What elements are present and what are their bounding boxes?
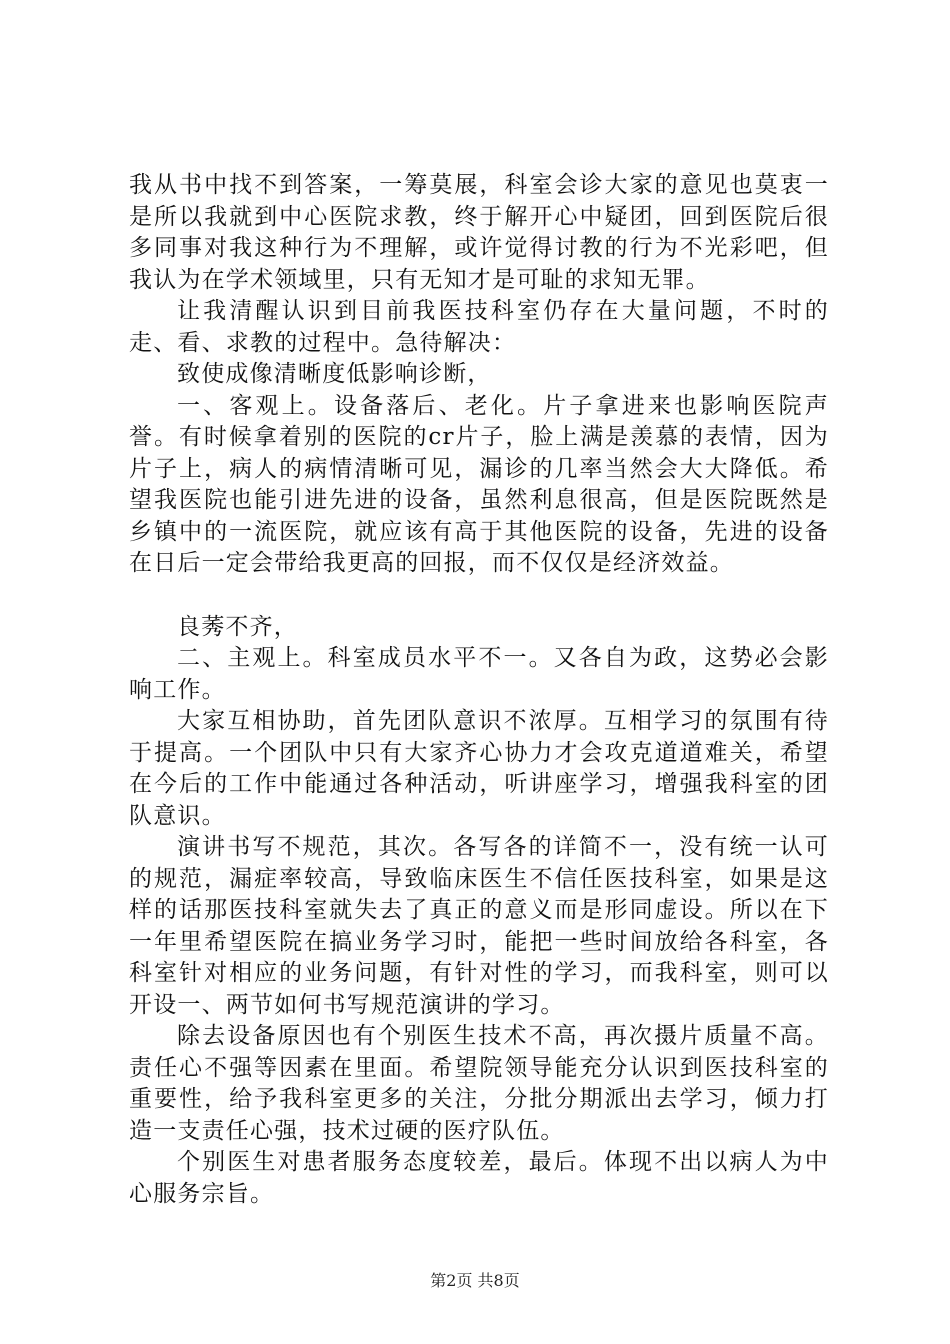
paragraph: 二、主观上。科室成员水平不一。又各自为政，这势必会影响工作。 (129, 645, 829, 703)
paragraph: 个别医生对患者服务态度较差，最后。体现不出以病人为中心服务宗旨。 (129, 1149, 829, 1207)
paragraph: 我从书中找不到答案，一筹莫展，科室会诊大家的意见也莫衷一是所以我就到中心医院求教，终于解开心中疑团，回到医院后很多同事对我这种行为不理解，或许觉得讨教的行为不光彩吧，但我认为在学术领域里，只有无知才是可耻的求知无罪。 (129, 172, 829, 293)
document-body (129, 170, 829, 1210)
page-number-footer: 第2页 共8页 (430, 1271, 520, 1290)
paragraph: 一、客观上。设备落后、老化。片子拿进来也影响医院声誉。有时候拿着别的医院的cr片子，脸上满是羡慕的表情，因为片子上，病人的病情清晰可见，漏诊的几率当然会大大降低。希望我医院也能引进先进的设备，虽然利息很高，但是医院既然是乡镇中的一流医院，就应该有高于其他医院的设备，先进的设备在日后一定会带给我更高的回报，而不仅仅是经济效益。 (129, 392, 829, 576)
paragraph: 大家互相协助，首先团队意识不浓厚。互相学习的氛围有待于提高。一个团队中只有大家齐心协力才会攻克道道难关，希望在今后的工作中能通过各种活动，听讲座学习，增强我科室的团队意识。 (129, 708, 829, 829)
paragraph: 致使成像清晰度低影响诊断， (177, 361, 492, 387)
paragraph: 除去设备原因也有个别医生技术不高，再次摄片质量不高。责任心不强等因素在里面。希望院领导能充分认识到医技科室的重要性，给予我科室更多的关注，分批分期派出去学习，倾力打造一支责任心强，技术过硬的医疗队伍。 (129, 1023, 829, 1144)
paragraph: 让我清醒认识到目前我医技科室仍存在大量问题，不时的走、看、求教的过程中。急待解决： (129, 298, 829, 356)
paragraph: 演讲书写不规范，其次。各写各的详简不一，没有统一认可的规范，漏症率较高，导致临床医生不信任医技科室，如果是这样的话那医技科室就失去了真正的意义而是形同虚设。所以在下一年里希望医院在搞业务学习时，能把一些时间放给各科室，各科室针对相应的业务问题，有针对性的学习，而我科室，则可以开设一、两节如何书写规范演讲的学习。 (129, 834, 829, 1018)
paragraph: 良莠不齐， (177, 613, 298, 640)
paragraph-spacer (129, 580, 829, 612)
